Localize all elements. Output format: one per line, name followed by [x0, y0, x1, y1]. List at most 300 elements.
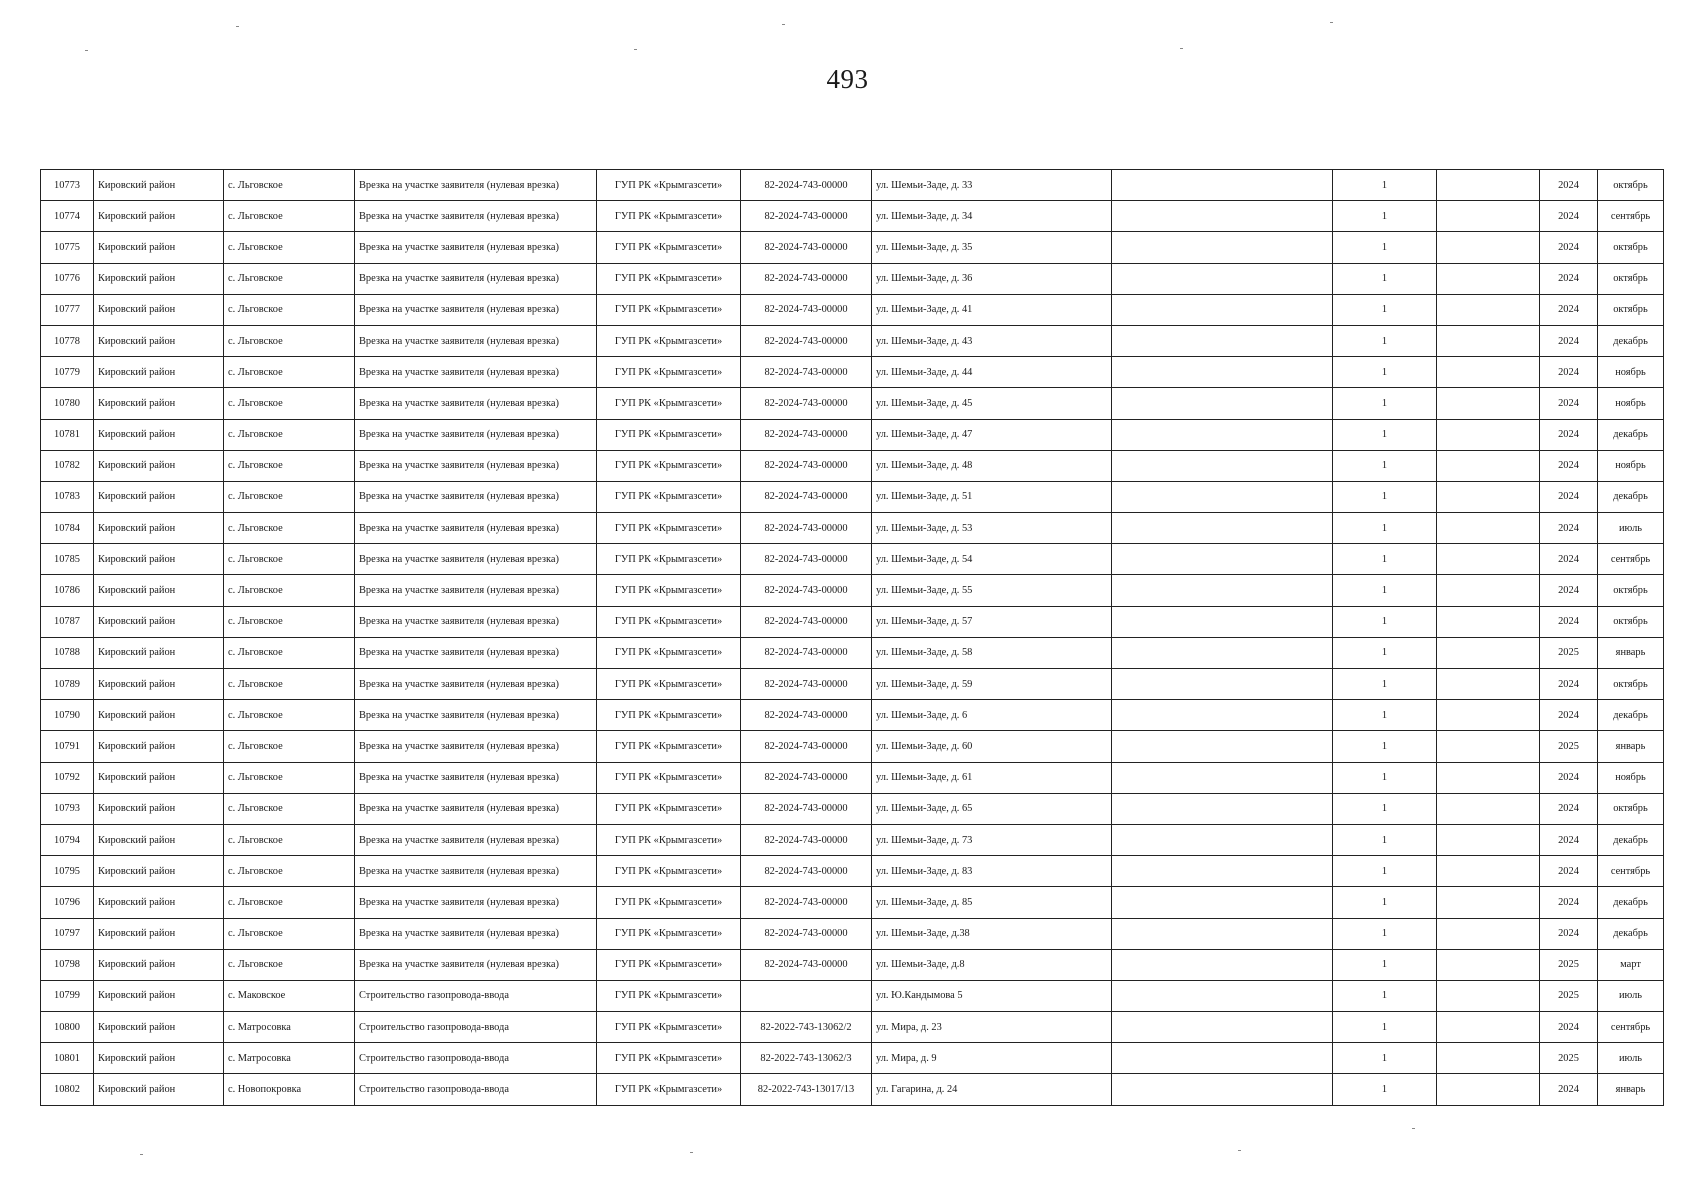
empty-cell — [1437, 325, 1540, 356]
row-number-cell: 10780 — [41, 388, 94, 419]
empty-cell — [1437, 481, 1540, 512]
row-number-cell: 10781 — [41, 419, 94, 450]
year-cell: 2024 — [1540, 170, 1598, 201]
work-type-cell: Врезка на участке заявителя (нулевая врезка) — [355, 575, 597, 606]
organization-cell: ГУП РК «Крымгазсети» — [597, 575, 741, 606]
row-number-cell: 10800 — [41, 1012, 94, 1043]
code-cell: 82-2024-743-00000 — [741, 637, 872, 668]
row-number-cell: 10791 — [41, 731, 94, 762]
row-number-cell: 10788 — [41, 637, 94, 668]
empty-cell — [1437, 856, 1540, 887]
row-number-cell: 10793 — [41, 793, 94, 824]
code-cell: 82-2024-743-00000 — [741, 762, 872, 793]
table-row — [41, 856, 1664, 887]
address-cell: ул. Шемьи-Заде, д. 35 — [872, 232, 1112, 263]
work-type-cell: Врезка на участке заявителя (нулевая врезка) — [355, 918, 597, 949]
table-row — [41, 481, 1664, 512]
district-cell: Кировский район — [94, 325, 224, 356]
district-cell: Кировский район — [94, 513, 224, 544]
empty-cell — [1112, 1074, 1333, 1105]
empty-cell — [1112, 980, 1333, 1011]
district-cell: Кировский район — [94, 731, 224, 762]
month-cell: октябрь — [1598, 606, 1664, 637]
month-cell: декабрь — [1598, 700, 1664, 731]
quantity-cell: 1 — [1333, 606, 1437, 637]
row-number-cell: 10798 — [41, 949, 94, 980]
quantity-cell: 1 — [1333, 918, 1437, 949]
code-cell: 82-2024-743-00000 — [741, 793, 872, 824]
empty-cell — [1112, 887, 1333, 918]
empty-cell — [1112, 481, 1333, 512]
empty-cell — [1112, 170, 1333, 201]
district-cell: Кировский район — [94, 450, 224, 481]
quantity-cell: 1 — [1333, 669, 1437, 700]
settlement-cell: с. Льговское — [224, 887, 355, 918]
empty-cell — [1437, 918, 1540, 949]
code-cell: 82-2022-743-13062/3 — [741, 1043, 872, 1074]
empty-cell — [1437, 357, 1540, 388]
table-row — [41, 949, 1664, 980]
district-cell: Кировский район — [94, 575, 224, 606]
district-cell: Кировский район — [94, 980, 224, 1011]
settlement-cell: с. Льговское — [224, 170, 355, 201]
organization-cell: ГУП РК «Крымгазсети» — [597, 1012, 741, 1043]
table-row — [41, 513, 1664, 544]
row-number-cell: 10782 — [41, 450, 94, 481]
year-cell: 2024 — [1540, 606, 1598, 637]
row-number-cell: 10799 — [41, 980, 94, 1011]
month-cell: сентябрь — [1598, 1012, 1664, 1043]
table-body — [41, 170, 1664, 1106]
empty-cell — [1437, 419, 1540, 450]
row-number-cell: 10787 — [41, 606, 94, 637]
table-row — [41, 1043, 1664, 1074]
quantity-cell: 1 — [1333, 450, 1437, 481]
empty-cell — [1112, 263, 1333, 294]
quantity-cell: 1 — [1333, 731, 1437, 762]
registry-table — [40, 169, 1664, 1106]
empty-cell — [1112, 856, 1333, 887]
month-cell: октябрь — [1598, 294, 1664, 325]
district-cell: Кировский район — [94, 481, 224, 512]
empty-cell — [1112, 388, 1333, 419]
work-type-cell: Врезка на участке заявителя (нулевая врезка) — [355, 388, 597, 419]
empty-cell — [1437, 575, 1540, 606]
settlement-cell: с. Льговское — [224, 232, 355, 263]
row-number-cell: 10786 — [41, 575, 94, 606]
organization-cell: ГУП РК «Крымгазсети» — [597, 263, 741, 294]
month-cell: сентябрь — [1598, 544, 1664, 575]
empty-cell — [1437, 731, 1540, 762]
empty-cell — [1437, 294, 1540, 325]
work-type-cell: Строительство газопровода-ввода — [355, 1012, 597, 1043]
empty-cell — [1112, 450, 1333, 481]
address-cell: ул. Шемьи-Заде, д. 59 — [872, 669, 1112, 700]
empty-cell — [1437, 513, 1540, 544]
table-row — [41, 575, 1664, 606]
code-cell: 82-2024-743-00000 — [741, 419, 872, 450]
year-cell: 2024 — [1540, 1012, 1598, 1043]
year-cell: 2024 — [1540, 700, 1598, 731]
settlement-cell: с. Льговское — [224, 949, 355, 980]
month-cell: ноябрь — [1598, 762, 1664, 793]
empty-cell — [1437, 949, 1540, 980]
organization-cell: ГУП РК «Крымгазсети» — [597, 201, 741, 232]
settlement-cell: с. Льговское — [224, 637, 355, 668]
year-cell: 2025 — [1540, 637, 1598, 668]
empty-cell — [1437, 1043, 1540, 1074]
settlement-cell: с. Маковское — [224, 980, 355, 1011]
address-cell: ул. Мира, д. 23 — [872, 1012, 1112, 1043]
organization-cell: ГУП РК «Крымгазсети» — [597, 544, 741, 575]
empty-cell — [1112, 357, 1333, 388]
page-number: 493 — [826, 64, 869, 94]
address-cell: ул. Шемьи-Заде, д. 57 — [872, 606, 1112, 637]
settlement-cell: с. Льговское — [224, 731, 355, 762]
organization-cell: ГУП РК «Крымгазсети» — [597, 700, 741, 731]
year-cell: 2024 — [1540, 544, 1598, 575]
settlement-cell: с. Льговское — [224, 856, 355, 887]
quantity-cell: 1 — [1333, 824, 1437, 855]
address-cell: ул. Шемьи-Заде, д. 65 — [872, 793, 1112, 824]
address-cell: ул. Шемьи-Заде, д. 41 — [872, 294, 1112, 325]
year-cell: 2024 — [1540, 575, 1598, 606]
work-type-cell: Врезка на участке заявителя (нулевая врезка) — [355, 669, 597, 700]
district-cell: Кировский район — [94, 918, 224, 949]
row-number-cell: 10783 — [41, 481, 94, 512]
quantity-cell: 1 — [1333, 575, 1437, 606]
month-cell: сентябрь — [1598, 856, 1664, 887]
work-type-cell: Врезка на участке заявителя (нулевая врезка) — [355, 762, 597, 793]
empty-cell — [1112, 824, 1333, 855]
empty-cell — [1437, 700, 1540, 731]
address-cell: ул. Гагарина, д. 24 — [872, 1074, 1112, 1105]
organization-cell: ГУП РК «Крымгазсети» — [597, 325, 741, 356]
row-number-cell: 10801 — [41, 1043, 94, 1074]
table-row — [41, 637, 1664, 668]
organization-cell: ГУП РК «Крымгазсети» — [597, 887, 741, 918]
month-cell: октябрь — [1598, 575, 1664, 606]
empty-cell — [1437, 762, 1540, 793]
district-cell: Кировский район — [94, 388, 224, 419]
address-cell: ул. Шемьи-Заде, д. 54 — [872, 544, 1112, 575]
code-cell: 82-2024-743-00000 — [741, 513, 872, 544]
settlement-cell: с. Льговское — [224, 575, 355, 606]
empty-cell — [1112, 294, 1333, 325]
work-type-cell: Строительство газопровода-ввода — [355, 1043, 597, 1074]
settlement-cell: с. Льговское — [224, 513, 355, 544]
month-cell: июль — [1598, 980, 1664, 1011]
district-cell: Кировский район — [94, 700, 224, 731]
settlement-cell: с. Льговское — [224, 824, 355, 855]
year-cell: 2024 — [1540, 450, 1598, 481]
organization-cell: ГУП РК «Крымгазсети» — [597, 980, 741, 1011]
table-row — [41, 980, 1664, 1011]
year-cell: 2024 — [1540, 856, 1598, 887]
empty-cell — [1437, 263, 1540, 294]
year-cell: 2024 — [1540, 481, 1598, 512]
table-row — [41, 201, 1664, 232]
district-cell: Кировский район — [94, 1043, 224, 1074]
table-row — [41, 1074, 1664, 1105]
address-cell: ул. Шемьи-Заде, д. 53 — [872, 513, 1112, 544]
code-cell: 82-2022-743-13062/2 — [741, 1012, 872, 1043]
address-cell: ул. Шемьи-Заде, д. 33 — [872, 170, 1112, 201]
row-number-cell: 10802 — [41, 1074, 94, 1105]
empty-cell — [1112, 1043, 1333, 1074]
year-cell: 2024 — [1540, 263, 1598, 294]
empty-cell — [1112, 575, 1333, 606]
quantity-cell: 1 — [1333, 700, 1437, 731]
settlement-cell: с. Льговское — [224, 201, 355, 232]
empty-cell — [1437, 1012, 1540, 1043]
work-type-cell: Врезка на участке заявителя (нулевая врезка) — [355, 731, 597, 762]
quantity-cell: 1 — [1333, 357, 1437, 388]
work-type-cell: Врезка на участке заявителя (нулевая врезка) — [355, 824, 597, 855]
table-row — [41, 450, 1664, 481]
district-cell: Кировский район — [94, 949, 224, 980]
settlement-cell: с. Льговское — [224, 263, 355, 294]
district-cell: Кировский район — [94, 201, 224, 232]
code-cell: 82-2024-743-00000 — [741, 918, 872, 949]
code-cell: 82-2024-743-00000 — [741, 606, 872, 637]
settlement-cell: с. Льговское — [224, 357, 355, 388]
code-cell: 82-2024-743-00000 — [741, 388, 872, 419]
empty-cell — [1437, 388, 1540, 419]
empty-cell — [1112, 606, 1333, 637]
year-cell: 2024 — [1540, 357, 1598, 388]
month-cell: январь — [1598, 1074, 1664, 1105]
settlement-cell: с. Льговское — [224, 481, 355, 512]
month-cell: ноябрь — [1598, 450, 1664, 481]
quantity-cell: 1 — [1333, 481, 1437, 512]
row-number-cell: 10797 — [41, 918, 94, 949]
empty-cell — [1112, 762, 1333, 793]
address-cell: ул. Шемьи-Заде, д. 51 — [872, 481, 1112, 512]
quantity-cell: 1 — [1333, 232, 1437, 263]
empty-cell — [1112, 793, 1333, 824]
district-cell: Кировский район — [94, 669, 224, 700]
code-cell: 82-2024-743-00000 — [741, 824, 872, 855]
quantity-cell: 1 — [1333, 170, 1437, 201]
district-cell: Кировский район — [94, 232, 224, 263]
table-row — [41, 887, 1664, 918]
work-type-cell: Врезка на участке заявителя (нулевая врезка) — [355, 481, 597, 512]
settlement-cell: с. Льговское — [224, 793, 355, 824]
row-number-cell: 10794 — [41, 824, 94, 855]
address-cell: ул. Шемьи-Заде, д.38 — [872, 918, 1112, 949]
settlement-cell: с. Льговское — [224, 325, 355, 356]
work-type-cell: Врезка на участке заявителя (нулевая врезка) — [355, 949, 597, 980]
work-type-cell: Врезка на участке заявителя (нулевая врезка) — [355, 170, 597, 201]
quantity-cell: 1 — [1333, 325, 1437, 356]
table-row — [41, 294, 1664, 325]
empty-cell — [1437, 544, 1540, 575]
table-row — [41, 232, 1664, 263]
work-type-cell: Врезка на участке заявителя (нулевая врезка) — [355, 887, 597, 918]
work-type-cell: Врезка на участке заявителя (нулевая врезка) — [355, 294, 597, 325]
work-type-cell: Врезка на участке заявителя (нулевая врезка) — [355, 606, 597, 637]
year-cell: 2024 — [1540, 793, 1598, 824]
row-number-cell: 10784 — [41, 513, 94, 544]
year-cell: 2024 — [1540, 887, 1598, 918]
organization-cell: ГУП РК «Крымгазсети» — [597, 388, 741, 419]
table-row — [41, 700, 1664, 731]
address-cell: ул. Шемьи-Заде, д. 34 — [872, 201, 1112, 232]
month-cell: октябрь — [1598, 232, 1664, 263]
empty-cell — [1437, 606, 1540, 637]
quantity-cell: 1 — [1333, 294, 1437, 325]
month-cell: март — [1598, 949, 1664, 980]
district-cell: Кировский район — [94, 357, 224, 388]
organization-cell: ГУП РК «Крымгазсети» — [597, 637, 741, 668]
table-row — [41, 606, 1664, 637]
empty-cell — [1112, 700, 1333, 731]
row-number-cell: 10774 — [41, 201, 94, 232]
table-row — [41, 388, 1664, 419]
code-cell: 82-2024-743-00000 — [741, 856, 872, 887]
address-cell: ул. Шемьи-Заде, д. 36 — [872, 263, 1112, 294]
month-cell: ноябрь — [1598, 357, 1664, 388]
row-number-cell: 10777 — [41, 294, 94, 325]
table-row — [41, 263, 1664, 294]
code-cell: 82-2024-743-00000 — [741, 325, 872, 356]
table-row — [41, 731, 1664, 762]
code-cell: 82-2024-743-00000 — [741, 887, 872, 918]
work-type-cell: Врезка на участке заявителя (нулевая врезка) — [355, 263, 597, 294]
year-cell: 2024 — [1540, 918, 1598, 949]
quantity-cell: 1 — [1333, 637, 1437, 668]
district-cell: Кировский район — [94, 1012, 224, 1043]
code-cell — [741, 980, 872, 1011]
settlement-cell: с. Матросовка — [224, 1043, 355, 1074]
empty-cell — [1437, 824, 1540, 855]
work-type-cell: Врезка на участке заявителя (нулевая врезка) — [355, 544, 597, 575]
organization-cell: ГУП РК «Крымгазсети» — [597, 856, 741, 887]
empty-cell — [1112, 731, 1333, 762]
settlement-cell: с. Новопокровка — [224, 1074, 355, 1105]
month-cell: декабрь — [1598, 887, 1664, 918]
district-cell: Кировский район — [94, 793, 224, 824]
month-cell: декабрь — [1598, 325, 1664, 356]
quantity-cell: 1 — [1333, 513, 1437, 544]
quantity-cell: 1 — [1333, 419, 1437, 450]
work-type-cell: Врезка на участке заявителя (нулевая врезка) — [355, 637, 597, 668]
address-cell: ул. Шемьи-Заде, д. 83 — [872, 856, 1112, 887]
empty-cell — [1112, 419, 1333, 450]
code-cell: 82-2024-743-00000 — [741, 294, 872, 325]
empty-cell — [1437, 793, 1540, 824]
year-cell: 2024 — [1540, 762, 1598, 793]
organization-cell: ГУП РК «Крымгазсети» — [597, 949, 741, 980]
district-cell: Кировский район — [94, 606, 224, 637]
empty-cell — [1112, 637, 1333, 668]
organization-cell: ГУП РК «Крымгазсети» — [597, 481, 741, 512]
work-type-cell: Врезка на участке заявителя (нулевая врезка) — [355, 793, 597, 824]
address-cell: ул. Шемьи-Заде, д. 48 — [872, 450, 1112, 481]
table-row — [41, 325, 1664, 356]
code-cell: 82-2024-743-00000 — [741, 700, 872, 731]
organization-cell: ГУП РК «Крымгазсети» — [597, 294, 741, 325]
settlement-cell: с. Льговское — [224, 419, 355, 450]
year-cell: 2024 — [1540, 669, 1598, 700]
empty-cell — [1437, 980, 1540, 1011]
work-type-cell: Строительство газопровода-ввода — [355, 980, 597, 1011]
work-type-cell: Врезка на участке заявителя (нулевая врезка) — [355, 357, 597, 388]
year-cell: 2024 — [1540, 201, 1598, 232]
year-cell: 2024 — [1540, 294, 1598, 325]
row-number-cell: 10778 — [41, 325, 94, 356]
district-cell: Кировский район — [94, 637, 224, 668]
empty-cell — [1437, 1074, 1540, 1105]
month-cell: декабрь — [1598, 824, 1664, 855]
month-cell: январь — [1598, 731, 1664, 762]
settlement-cell: с. Матросовка — [224, 1012, 355, 1043]
row-number-cell: 10789 — [41, 669, 94, 700]
empty-cell — [1112, 949, 1333, 980]
empty-cell — [1112, 1012, 1333, 1043]
work-type-cell: Врезка на участке заявителя (нулевая врезка) — [355, 325, 597, 356]
organization-cell: ГУП РК «Крымгазсети» — [597, 1043, 741, 1074]
empty-cell — [1112, 232, 1333, 263]
year-cell: 2025 — [1540, 980, 1598, 1011]
table-row — [41, 419, 1664, 450]
settlement-cell: с. Льговское — [224, 450, 355, 481]
district-cell: Кировский район — [94, 1074, 224, 1105]
organization-cell: ГУП РК «Крымгазсети» — [597, 450, 741, 481]
settlement-cell: с. Льговское — [224, 918, 355, 949]
organization-cell: ГУП РК «Крымгазсети» — [597, 1074, 741, 1105]
empty-cell — [1437, 637, 1540, 668]
year-cell: 2025 — [1540, 731, 1598, 762]
work-type-cell: Врезка на участке заявителя (нулевая врезка) — [355, 232, 597, 263]
settlement-cell: с. Льговское — [224, 388, 355, 419]
empty-cell — [1437, 887, 1540, 918]
row-number-cell: 10796 — [41, 887, 94, 918]
empty-cell — [1437, 201, 1540, 232]
code-cell: 82-2024-743-00000 — [741, 949, 872, 980]
district-cell: Кировский район — [94, 544, 224, 575]
organization-cell: ГУП РК «Крымгазсети» — [597, 762, 741, 793]
table-row — [41, 824, 1664, 855]
month-cell: декабрь — [1598, 481, 1664, 512]
address-cell: ул. Шемьи-Заде, д. 45 — [872, 388, 1112, 419]
quantity-cell: 1 — [1333, 388, 1437, 419]
district-cell: Кировский район — [94, 762, 224, 793]
table-row — [41, 793, 1664, 824]
address-cell: ул. Шемьи-Заде, д. 47 — [872, 419, 1112, 450]
district-cell: Кировский район — [94, 419, 224, 450]
empty-cell — [1112, 669, 1333, 700]
quantity-cell: 1 — [1333, 201, 1437, 232]
month-cell: октябрь — [1598, 793, 1664, 824]
organization-cell: ГУП РК «Крымгазсети» — [597, 513, 741, 544]
district-cell: Кировский район — [94, 887, 224, 918]
empty-cell — [1437, 170, 1540, 201]
code-cell: 82-2024-743-00000 — [741, 263, 872, 294]
empty-cell — [1112, 918, 1333, 949]
row-number-cell: 10790 — [41, 700, 94, 731]
organization-cell: ГУП РК «Крымгазсети» — [597, 793, 741, 824]
address-cell: ул. Шемьи-Заде, д. 61 — [872, 762, 1112, 793]
quantity-cell: 1 — [1333, 1074, 1437, 1105]
work-type-cell: Врезка на участке заявителя (нулевая врезка) — [355, 700, 597, 731]
organization-cell: ГУП РК «Крымгазсети» — [597, 419, 741, 450]
quantity-cell: 1 — [1333, 762, 1437, 793]
organization-cell: ГУП РК «Крымгазсети» — [597, 731, 741, 762]
address-cell: ул. Шемьи-Заде, д. 6 — [872, 700, 1112, 731]
district-cell: Кировский район — [94, 263, 224, 294]
